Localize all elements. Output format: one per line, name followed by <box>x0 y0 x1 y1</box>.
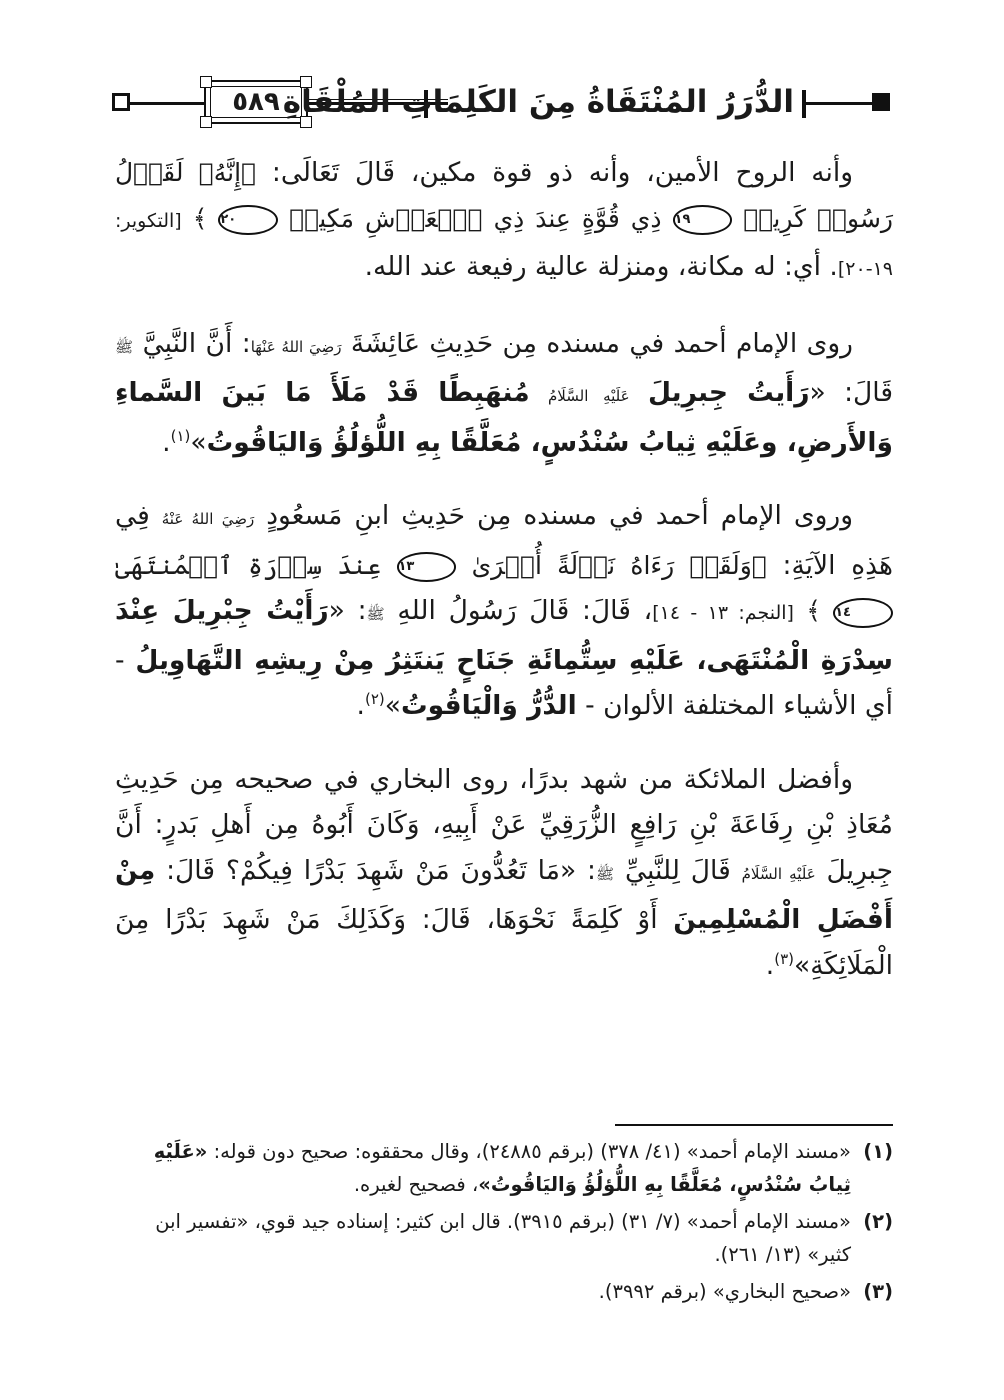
footnote-2: (٢) «مسند الإمام أحمد» (٧/ ٣١) (برقم ٣٩١٥). قال ابن كثير: إسناده جيد قوي، «تفسير ابن كثير» (١٣/ ٢٦١). <box>115 1205 893 1271</box>
paragraph-2: روى الإمام أحمد في مسنده مِن حَدِيثِ عَائِشَةَ رَضِيَ اللهُ عَنْهَا: أَنَّ النَّبِيَّ ﷺ قَالَ: «رَأَيتُ جِبرِيلَ عَلَيْهِ السَّلَامُ مُنهَبِطًا قَدْ مَلَأَ مَا بَينَ السَّماءِ وَالأَرضِ، وعَلَيْهِ ثِيابُ سُنْدُسٍ، مُعَلَّقًا بِهِ اللُّؤلُؤُ وَاليَاقُوتُ»$^{(١)}$. <box>115 327 894 458</box>
footnote-3: (٣) «صحيح البخاري» (برقم ٣٩٩٢). <box>115 1275 893 1308</box>
paragraph-3: وروى الإمام أحمد في مسنده مِن حَدِيثِ ابنِ مَسعُودٍ رَضِيَ اللهُ عَنْهُ فِي هَذِهِ الآيَةِ: ﴿وَلَقَدۡ رَءَاهُ نَزۡلَةً أُخۡرَىٰ ١٣ عِندَ سِدۡرَةِ ٱلۡمُنتَهَىٰ ١٤ ﴾ [النجم: ١٣ - ١٤]، قَالَ: قَالَ رَسُولُ اللهِ ﷺ: «رَأَيْتُ جِبْرِيلَ عِنْدَ سِدْرَةِ الْمُنْتَهَى، عَلَيْهِ سِتُّمِائَةِ جَنَاحٍ يَنتَثِرُ مِنْ رِيشِهِ التَّهَاوِيلُ - أي الأشياء المختلفة الألوان - الدُّرُّ وَالْيَاقُوتُ»$^{(٢)}$. <box>115 500 894 721</box>
header-right-square-ornament <box>872 93 890 111</box>
honorific: ﷺ <box>366 605 385 623</box>
hadith-text: رَأَيتُ جِبرِيلَ <box>647 377 810 408</box>
ayah-number-marker: ٢٠ <box>218 205 278 235</box>
honorific: عَلَيْهِ السَّلَامُ <box>548 387 630 405</box>
ayah-number-marker: ١٩ <box>673 205 733 235</box>
footnote-reference[interactable]: (٣) <box>774 949 794 968</box>
honorific: ﷺ <box>595 864 615 883</box>
main-text <box>115 150 893 988</box>
header-right-rule <box>806 102 872 105</box>
quran-verse: ﴿إِنَّهُۥ لَقَوۡلُ رَسُولٖ كَرِيمٖ ١٩ ذِي قُوَّةٍ عِندَ ذِي ٱلۡعَرۡشِ مَكِينٖ ٢٠ ﴾ <box>115 158 893 233</box>
hadith-text: مُنهَبِطًا قَدْ مَلَأَ مَا بَينَ السَّماءِ وَالأَرضِ، وعَلَيْهِ ثِيابُ سُنْدُسٍ، مُعَلَّقًا بِهِ اللُّؤلُؤُ وَاليَاقُوتُ <box>115 377 893 458</box>
honorific: عَلَيْهِ السَّلَامُ <box>741 864 816 883</box>
footnote-number: (٣) <box>863 1280 893 1303</box>
footnote-reference[interactable]: (٢) <box>364 690 385 709</box>
verse-reference: [التكوير: ١٩-٢٠] <box>115 209 893 280</box>
paragraph-1: وأنه الروح الأمين، وأنه ذو قوة مكين، قَالَ تَعَالَى: ﴿إِنَّهُۥ لَقَوۡلُ رَسُولٖ كَرِيمٖ ١٩ ذِي قُوَّةٍ عِندَ ذِي ٱلۡعَرۡشِ مَكِينٖ ٢٠ ﴾ [التكوير: ١٩-٢٠]. أي: له مكانة، ومنزلة عالية رفيعة عند الله. <box>115 157 893 282</box>
page-header <box>112 78 892 130</box>
footnote-separator <box>615 1124 893 1126</box>
hadith-text: رَأَيْتُ جِبْرِيلَ عِنْدَ سِدْرَةِ الْمُنْتَهَى، عَلَيْهِ سِتُّمِائَةِ جَنَاحٍ يَنتَثِرُ مِنْ رِيشِهِ التَّهَاوِيلُ <box>115 595 893 676</box>
ayah-number-marker: ١٤ <box>833 598 893 628</box>
hadith-text: الدُّرُّ وَالْيَاقُوتُ <box>400 690 577 721</box>
footnotes <box>115 1135 893 1312</box>
honorific: رَضِيَ اللهُ عَنْهَا <box>250 337 342 356</box>
verse-reference: [النجم: ١٣ - ١٤] <box>652 602 794 624</box>
footnote-1: (١) «مسند الإمام أحمد» (٤١/ ٣٧٨) (برقم ٢٤٨٨٥)، وقال محققوه: صحيح دون قوله: «عَلَيْهِ ثِيابُ سُنْدُسٍ، مُعَلَّقًا بِهِ اللُّؤلُؤُ وَاليَاقُوتُ»، فصحيح لغيره. <box>115 1135 893 1201</box>
footnote-reference[interactable]: (١) <box>170 426 191 445</box>
honorific: ﷺ <box>115 337 134 356</box>
footnote-number: (٢) <box>863 1210 893 1233</box>
quran-verse: ﴿وَلَقَدۡ رَءَاهُ نَزۡلَةً أُخۡرَىٰ ١٣ عِندَ سِدۡرَةِ ٱلۡمُنتَهَىٰ ١٤ ﴾ <box>115 551 893 626</box>
paragraph-4: وأفضل الملائكة من شهد بدرًا، روى البخاري في صحيحه مِن حَدِيثِ مُعَاذِ بْنِ رِفَاعَةَ بْنِ رَافِعٍ الزُّرَقِيِّ عَنْ أَبِيهِ، وَكَانَ أَبُوهُ مِن أَهلِ بَدرٍ: أَنَّ جِبرِيلَ عَلَيْهِ السَّلَامُ قَالَ لِلنَّبِيِّ ﷺ: «مَا تَعُدُّونَ مَنْ شَهِدَ بَدْرًا فِيكُمْ؟ قَالَ: مِنْ أَفْضَلِ الْمُسْلِمِينَ أَوْ كَلِمَةً نَحْوَهَا، قَالَ: وَكَذَلِكَ مَنْ شَهِدَ بَدْرًا مِنَ الْمَلَائِكَةِ»$^{(٣)}$. <box>115 763 893 981</box>
hadith-text: مِنْ أَفْضَلِ الْمُسْلِمِينَ <box>115 854 893 935</box>
header-left-square-ornament <box>112 93 130 111</box>
honorific: رَضِيَ اللهُ عَنْهُ <box>161 510 255 528</box>
book-title: الدُّرَرُ المُنْتَقَاةُ مِنَ الكَلِمَاتِ المُلْقَاةِ <box>450 80 794 124</box>
page-number: ٥٨٩ <box>232 87 280 117</box>
ayah-number-marker: ١٣ <box>397 552 457 582</box>
header-left-rule <box>130 102 204 105</box>
footnote-number: (١) <box>863 1140 893 1163</box>
